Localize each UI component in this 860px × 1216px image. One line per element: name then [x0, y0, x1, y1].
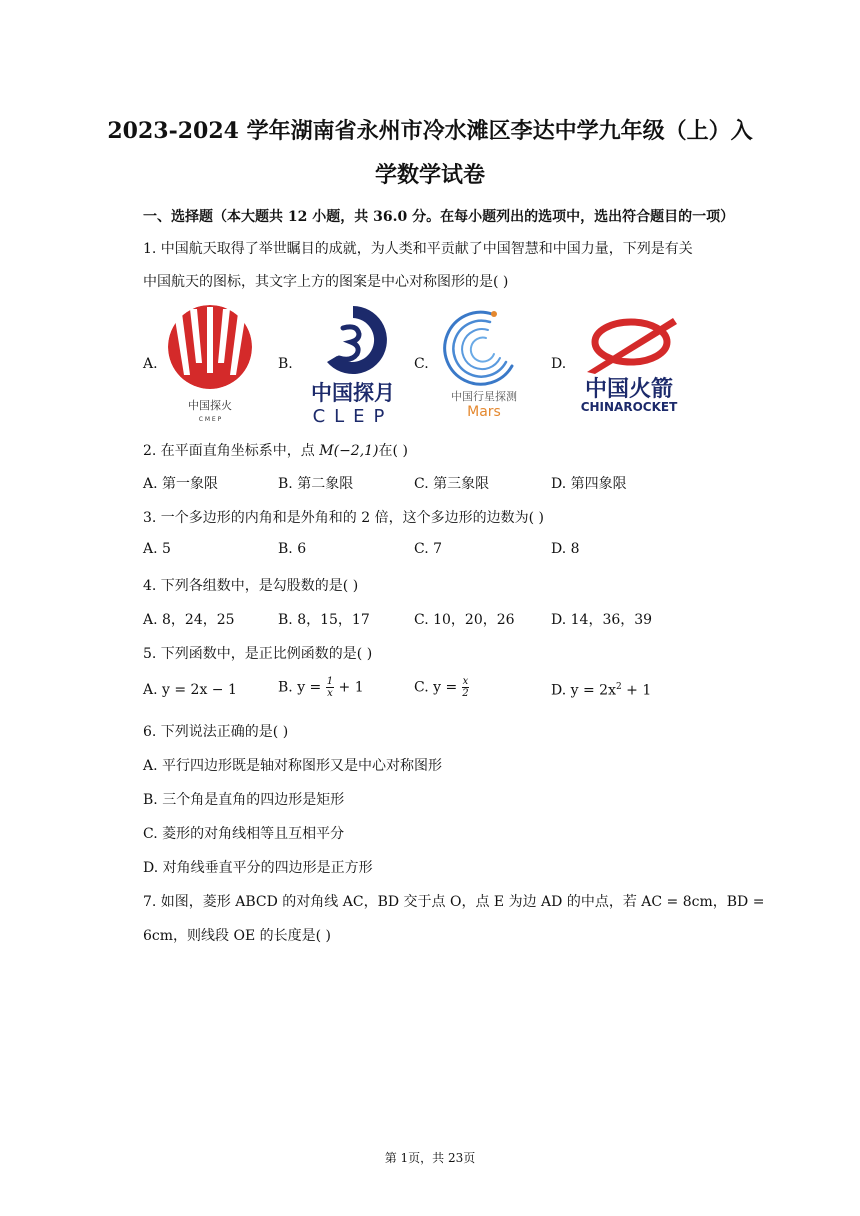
q3-option-b: B. 6	[278, 541, 307, 557]
q2-stem	[143, 440, 408, 460]
q5-option-d-post: + 1	[621, 682, 652, 699]
clep-logo-en: CLEP	[312, 406, 394, 426]
q5-option-c-pre: C. y =	[414, 679, 462, 696]
q2-option-c: C. 第三象限	[414, 476, 490, 492]
q2-stem-post: 在( )	[378, 443, 408, 459]
q2-stem-pre: 2. 在平面直角坐标系中，点	[143, 443, 320, 459]
q7-stem-line2: 6cm，则线段 OE 的长度是( )	[143, 928, 331, 944]
exam-title-line2: 学数学试卷	[374, 162, 485, 188]
exam-title-line1: 2023-2024 学年湖南省永州市冷水滩区李达中学九年级（上）入	[107, 118, 753, 144]
chinarocket-logo-cn: 中国火箭	[584, 377, 674, 402]
q5-option-c	[414, 676, 469, 699]
q5-option-a: A. y = 2x − 1	[143, 682, 237, 698]
cmep-logo-en: C M E P	[198, 416, 222, 423]
q7-stem-line1: 7. 如图，菱形 ABCD 的对角线 AC，BD 交于点 O，点 E 为边 AD 的中点，若 AC = 8cm，BD =	[143, 894, 765, 910]
q5-option-b-pre: B. y =	[278, 679, 326, 696]
q4-option-a: A. 8，24，25	[143, 612, 235, 628]
q3-option-d: D. 8	[551, 541, 580, 557]
q2-option-b: B. 第二象限	[278, 476, 354, 492]
cmep-logo-image	[160, 303, 260, 425]
chinarocket-logo-image	[573, 312, 685, 416]
q1-stem-line1: 1. 中国航天取得了举世瞩目的成就，为人类和平贡献了中国智慧和中国力量，下列是有关	[143, 241, 693, 257]
q4-option-b: B. 8，15，17	[278, 612, 370, 628]
q5-option-b-post: + 1	[334, 679, 364, 696]
q5-stem: 5. 下列函数中，是正比例函数的是( )	[143, 646, 373, 662]
q2-option-a: A. 第一象限	[143, 476, 219, 492]
chinarocket-logo-en: CHINAROCKET	[580, 400, 678, 414]
q3-option-c: C. 7	[414, 541, 443, 557]
q4-option-c: C. 10，20，26	[414, 612, 515, 628]
q6-stem: 6. 下列说法正确的是( )	[143, 724, 289, 740]
q3-option-a: A. 5	[143, 541, 171, 557]
q2-option-d: D. 第四象限	[551, 476, 627, 492]
q5-option-d-pre: D. y = 2x	[551, 682, 616, 699]
q5-option-d	[551, 682, 651, 699]
q6-option-d: D. 对角线垂直平分的四边形是正方形	[143, 860, 373, 876]
q5-option-b-den: x	[327, 688, 333, 699]
q1-option-a-label: A.	[143, 356, 158, 372]
q6-option-b: B. 三个角是直角的四边形是矩形	[143, 792, 345, 808]
q5-option-b-num: 1	[326, 676, 334, 687]
q5-option-c-den: 2	[462, 688, 469, 699]
page-footer: 第 1页，共 23页	[384, 1151, 476, 1165]
q3-stem: 3. 一个多边形的内角和是外角和的 2 倍，这个多边形的边数为( )	[143, 510, 544, 526]
q5-option-b	[278, 676, 364, 699]
section-heading: 一、选择题（本大题共 12 小题，共 36.0 分。在每小题列出的选项中，选出符合题目的一项）	[143, 209, 735, 225]
cmep-logo-cn: 中国探火	[188, 399, 232, 412]
clep-logo-image	[297, 300, 409, 426]
q6-option-a: A. 平行四边形既是轴对称图形又是中心对称图形	[143, 758, 443, 774]
q4-stem: 4. 下列各组数中，是勾股数的是( )	[143, 578, 359, 594]
q1-option-c-label: C.	[414, 356, 429, 372]
clep-logo-cn: 中国探月	[311, 381, 395, 405]
q5-option-c-fraction	[462, 676, 470, 699]
mars-logo-en: Mars	[467, 404, 501, 420]
q4-option-d: D. 14，36，39	[551, 612, 653, 628]
mars-logo-cn: 中国行星探测	[451, 390, 517, 403]
q1-stem-line2: 中国航天的图标，其文字上方的图案是中心对称图形的是( )	[143, 274, 509, 290]
q5-option-d-exponent: 2	[615, 682, 622, 692]
q5-option-c-num: x	[462, 676, 469, 687]
q1-option-b-label: B.	[278, 356, 293, 372]
q1-option-d-label: D.	[551, 356, 567, 372]
q2-point: M(−2,1)	[319, 443, 379, 459]
mars-logo-image	[434, 306, 534, 420]
q5-option-b-fraction	[326, 676, 334, 699]
q6-option-c: C. 菱形的对角线相等且互相平分	[143, 826, 345, 842]
